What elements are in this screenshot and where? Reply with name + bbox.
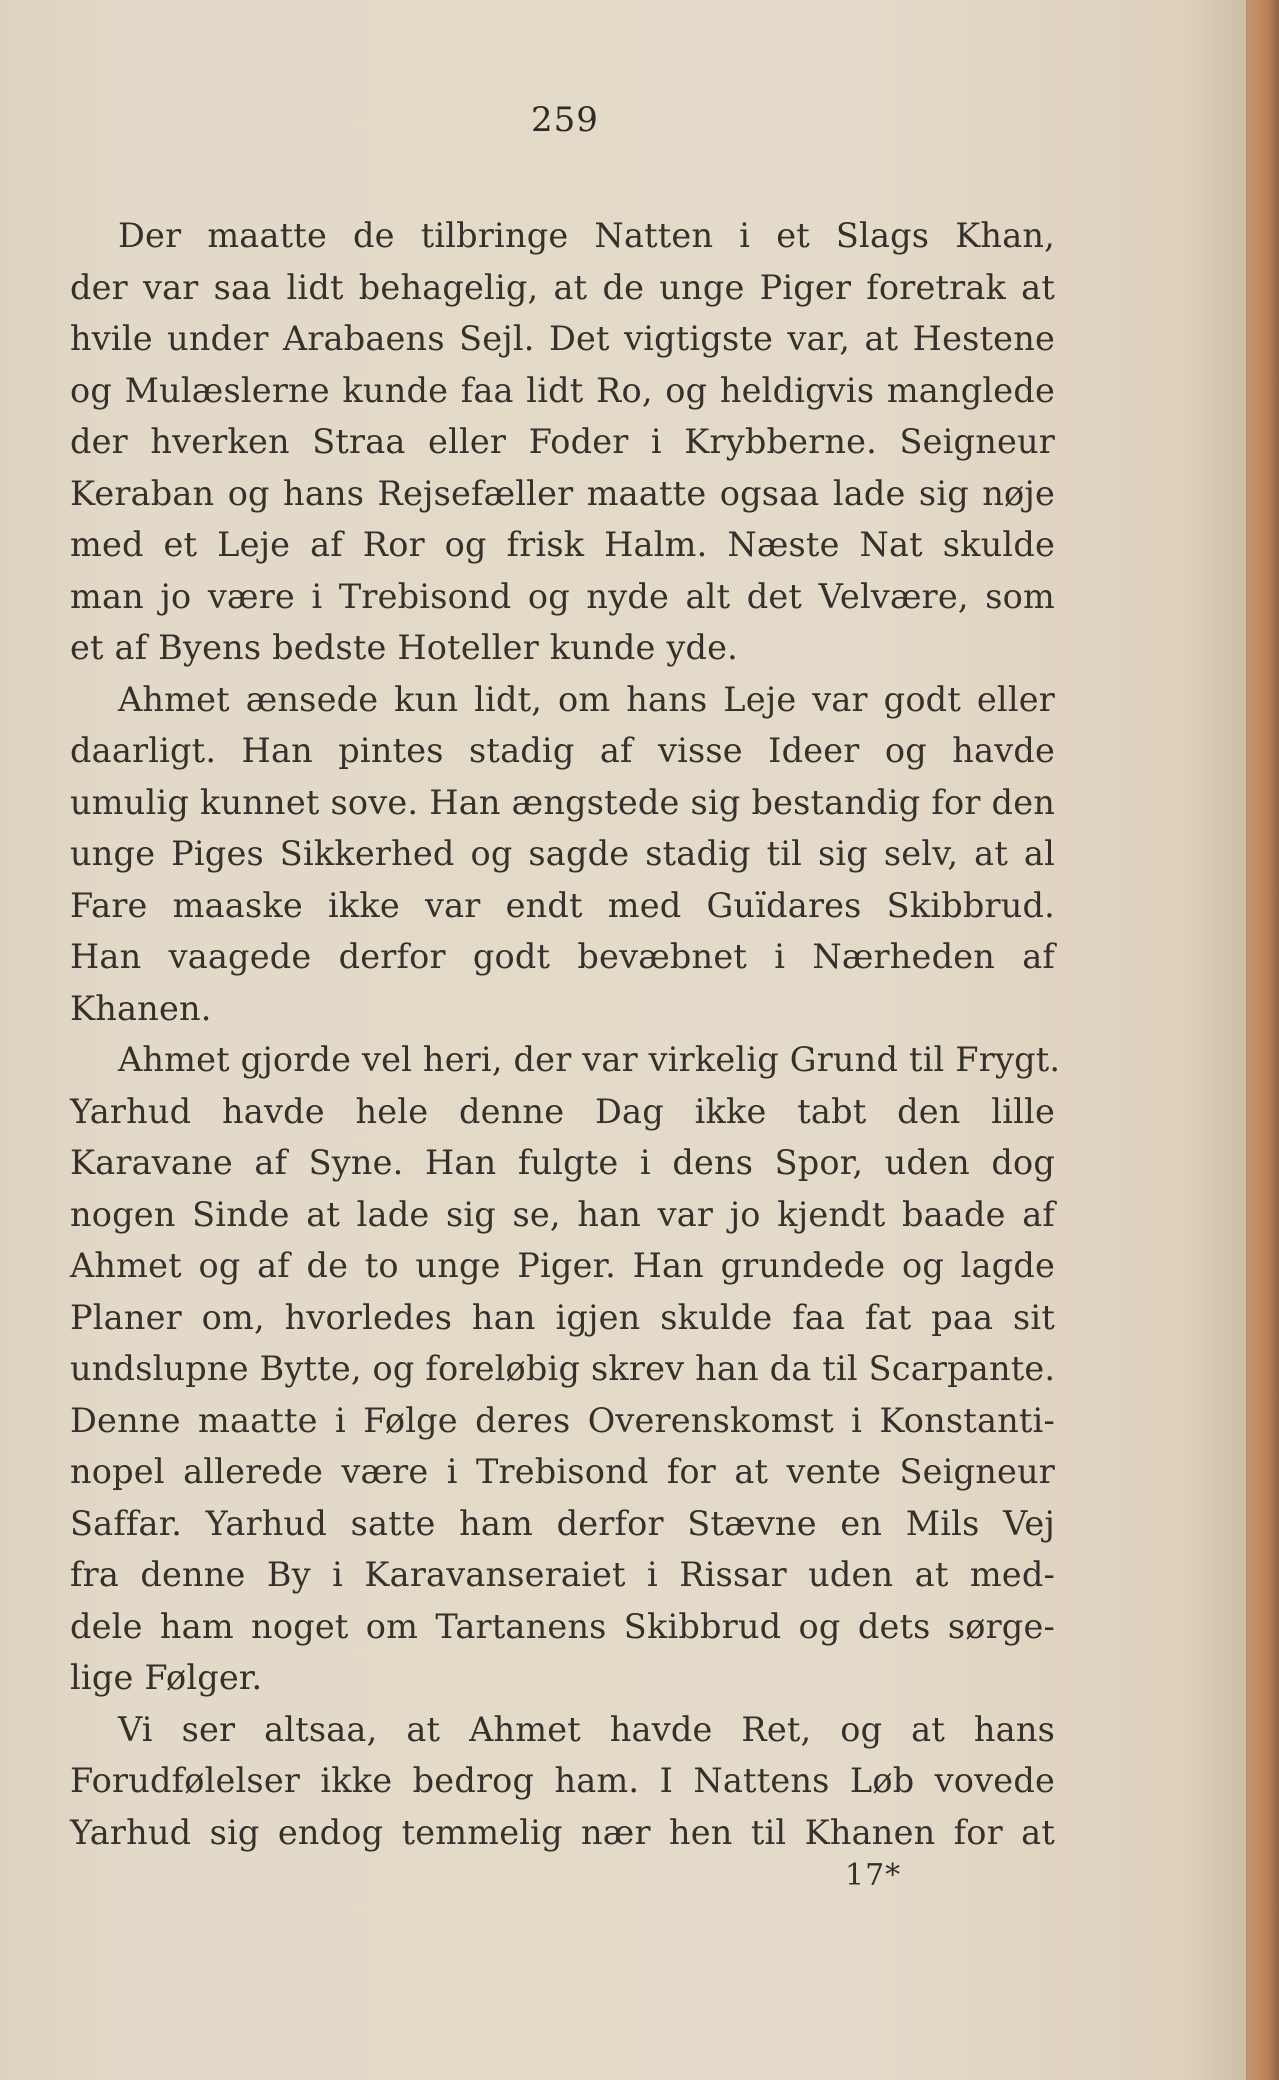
- text-line: undslupne Bytte, og foreløbig skrev han da til Scarpante.: [70, 1349, 1056, 1388]
- text-line: Ahmet og af de to unge Piger. Han grundede og lagde: [70, 1246, 1055, 1285]
- text-line: Han vaagede derfor godt bevæbnet i Nærheden af: [70, 937, 1055, 976]
- page-number: 259: [531, 100, 599, 140]
- text-line: Karavane af Syne. Han fulgte i dens Spor, uden dog: [70, 1143, 1055, 1182]
- text-line: Der maatte de tilbringe Natten i et Slags Khan,: [118, 216, 1055, 255]
- text-line: Planer om, hvorledes han igjen skulde faa fat paa sit: [70, 1297, 1055, 1337]
- text-line: unge Piges Sikkerhed og sagde stadig til sig selv, at al: [70, 834, 1055, 873]
- text-line: Ahmet gjorde vel heri, der var virkelig Grund til Frygt.: [118, 1040, 1061, 1079]
- text-line: Yarhud havde hele denne Dag ikke tabt den lille: [70, 1091, 1055, 1131]
- text-line: og Mulæslerne kunde faa lidt Ro, og heldigvis manglede: [70, 370, 1055, 410]
- text-line: umulig kunnet sove. Han ængstede sig bestandig for den: [70, 782, 1055, 822]
- text-line: lige Følger.: [70, 1658, 263, 1697]
- text-line: Khanen.: [70, 988, 212, 1028]
- body-text: [70, 210, 1061, 1858]
- book-spine: [1246, 0, 1279, 2080]
- text-line: man jo være i Trebisond og nyde alt det Velvære, som: [70, 576, 1055, 616]
- text-line: hvile under Arabaens Sejl. Det vigtigste var, at Hestene: [70, 319, 1055, 358]
- text-line: Keraban og hans Rejsefæller maatte ogsaa lade sig nøje: [70, 473, 1055, 513]
- text-line: Yarhud sig endog temmelig nær hen til Khanen for at: [70, 1812, 1055, 1852]
- text-line: et af Byens bedste Hoteller kunde yde.: [70, 628, 738, 667]
- text-line: nopel allerede være i Trebisond for at vente Seigneur: [70, 1452, 1055, 1491]
- text-line: der var saa lidt behagelig, at de unge Piger foretrak at: [70, 267, 1055, 307]
- text-line: Denne maatte i Følge deres Overenskomst i Konstanti-: [70, 1400, 1055, 1440]
- signature-mark: 17*: [845, 1858, 902, 1893]
- text-line: med et Leje af Ror og frisk Halm. Næste Nat skulde: [70, 525, 1055, 564]
- text-line: Vi ser altsaa, at Ahmet havde Ret, og at hans: [118, 1709, 1055, 1749]
- text-line: fra denne By i Karavanseraiet i Rissar uden at med-: [70, 1555, 1055, 1594]
- text-line: nogen Sinde at lade sig se, han var jo kjendt baade af: [70, 1194, 1055, 1234]
- text-line: Ahmet ænsede kun lidt, om hans Leje var godt eller: [118, 679, 1055, 719]
- text-line: der hverken Straa eller Foder i Krybberne. Seigneur: [70, 422, 1055, 461]
- text-line: Saffar. Yarhud satte ham derfor Stævne en Mils Vej: [70, 1503, 1055, 1543]
- text-line: Fare maaske ikke var endt med Guïdares Skibbrud.: [70, 885, 1055, 925]
- text-line: daarligt. Han pintes stadig af visse Ideer og havde: [70, 731, 1055, 770]
- text-line: dele ham noget om Tartanens Skibbrud og dets sørge-: [70, 1606, 1055, 1646]
- text-line: Forudfølelser ikke bedrog ham. I Nattens Løb vovede: [70, 1761, 1055, 1800]
